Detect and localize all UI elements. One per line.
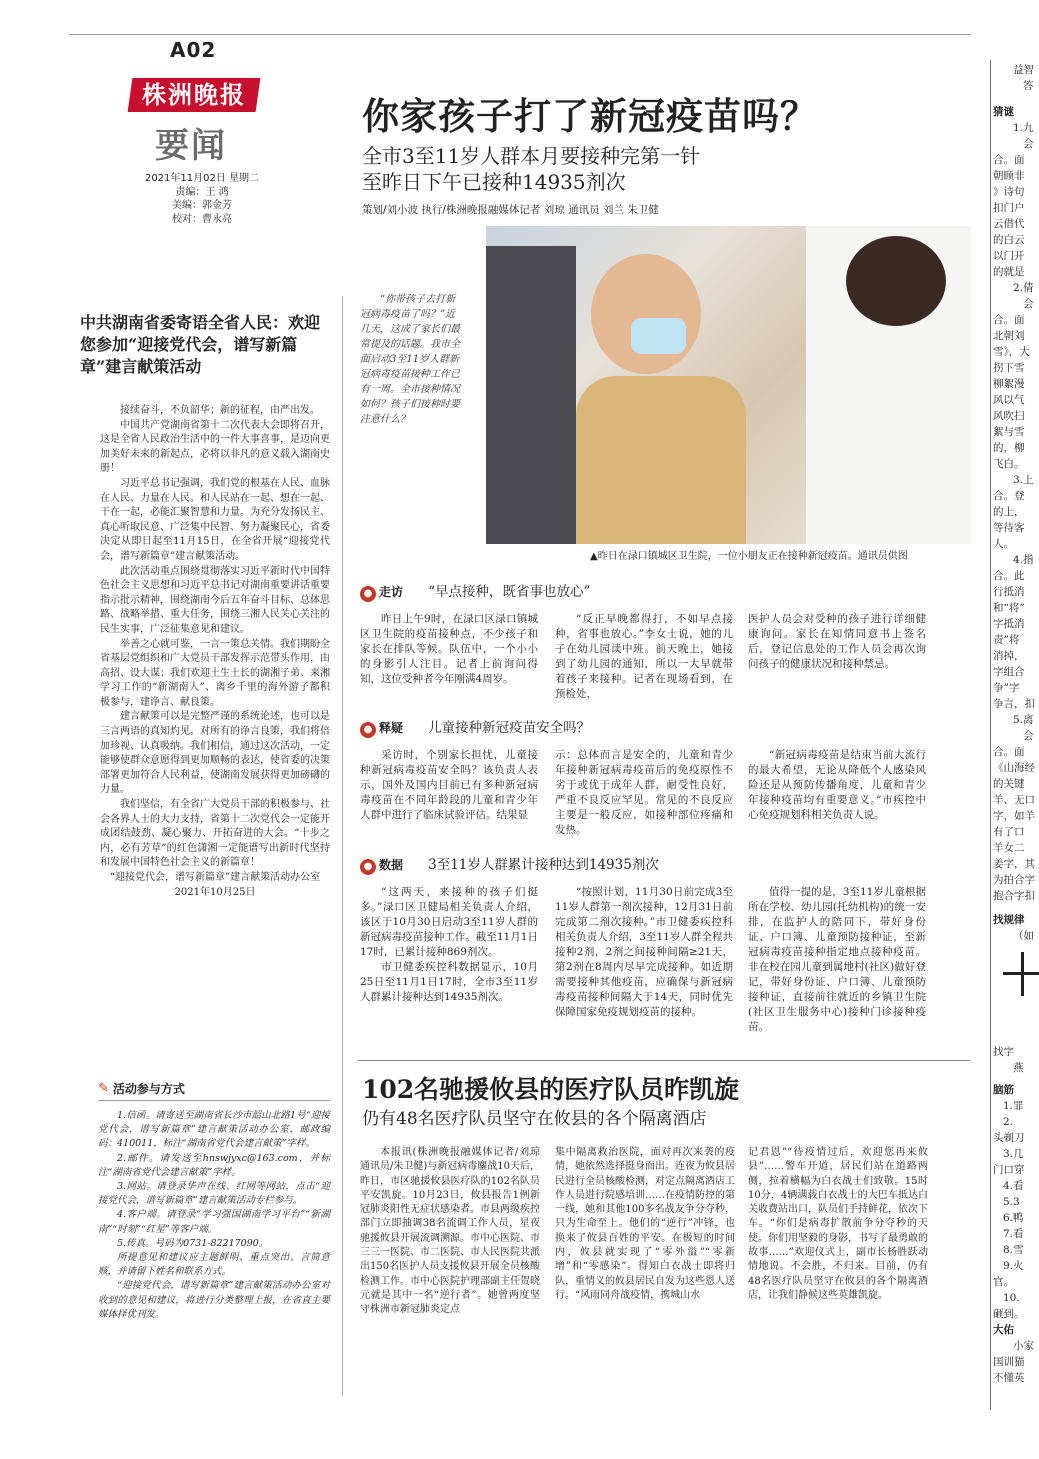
edge-line: 不懂英 bbox=[993, 1372, 1025, 1384]
box-item-3: 3.网站。请登录华声在线、红网等网站，点击“迎接党代会，谱写新篇章”建言献策活动专栏参与。 bbox=[98, 1181, 330, 1207]
right-edge-frame bbox=[990, 60, 991, 1410]
edge-line: 5.离 bbox=[1013, 714, 1034, 726]
news-photo bbox=[486, 226, 971, 544]
edge-line: 会 bbox=[1023, 730, 1034, 742]
edge-line: 羊、无口 bbox=[993, 794, 1035, 806]
edge-line: 拐下雪 bbox=[993, 362, 1025, 374]
right-edge-column bbox=[993, 62, 1039, 1386]
edge-line: 小家 bbox=[1013, 1340, 1034, 1352]
edge-line: 5.3 bbox=[1003, 1196, 1020, 1208]
edge-line: 7.看 bbox=[1003, 1228, 1024, 1240]
box-title: 活动参与方式 bbox=[112, 1082, 185, 1096]
box-item-1: 1.信函。请寄送至湖南省长沙市韶山北路1号“迎接党代会，谱写新篇章”建言献策活动办公室，邮政编码：410011，标注“湖南省党代会建言献策”字样。 bbox=[98, 1110, 330, 1150]
edge-line: 》诗句 bbox=[993, 186, 1025, 198]
edge-line: 6.鸭 bbox=[1003, 1212, 1024, 1224]
photo-parent bbox=[486, 246, 576, 544]
visit-text-3: 医护人员会对受种的孩子进行详细健康询问。家长在知情同意书上签名后，登记信息处的工作人员会再次询问孩子的健康状况和接种禁忌。 bbox=[748, 613, 926, 670]
data-tag-icon: ● bbox=[360, 859, 376, 875]
edition-date: 2021年11月02日 星期二 bbox=[144, 173, 260, 184]
left-headline: 中共湖南省委寄语全省人民：欢迎您参加“迎接党代会，谱写新篇章”建言献策活动 bbox=[80, 313, 321, 376]
faq-text-3: “新冠病毒疫苗是结束当前大流行的最大希望，无论从降低个人感染风险还是从预防传播角度，儿童和青少年接种疫苗均有重要意义。”市疾控中心免疫规划科相关负责人说。 bbox=[748, 749, 926, 821]
editor: 责编：王 鸿 bbox=[175, 186, 229, 198]
visit-text-2: “反正早晚都得打，不如早点接种，省事也放心。”李女士说，她的儿子在幼儿园读中班。前天晚上，她接到了幼儿园的通知，所以一大早就带着孩子来接种。记者在现场看到，在预检处， bbox=[555, 613, 733, 700]
left-para-1: 接续奋斗，不负韶华；新的征程，由严出发。 bbox=[120, 405, 320, 416]
box-item-2: 2.邮件。请发送至hnswjyxc@163.com，并标注“湖南省党代会建言献策”字样。 bbox=[98, 1152, 330, 1178]
visit-tag: 走访 bbox=[379, 585, 404, 599]
edge-line: 8.雪 bbox=[1003, 1244, 1024, 1256]
edge-line: 消掉， bbox=[993, 650, 1025, 662]
left-para-3: 习近平总书记强调，我们党的根基在人民、血脉在人民、力量在人民。和人民站在一起、想在一起、干在一起，必能汇聚智慧和力量。为充分发扬民主、真心听取民意、广泛集中民智、努力凝聚民心，省委决定从即日起至11月15日，在全省开展“迎接党代会，谱写新篇章”建言献策活动。 bbox=[100, 477, 330, 562]
edge-line: 9.火 bbox=[1003, 1260, 1024, 1272]
data-col-3 bbox=[748, 885, 926, 1035]
edge-line: 2.倩 bbox=[1013, 282, 1034, 294]
edge-line: 的关键 bbox=[993, 778, 1025, 790]
edge-line: （如 bbox=[1013, 930, 1034, 942]
masthead-logo bbox=[128, 78, 261, 112]
edge-line: 字抵消 bbox=[993, 618, 1025, 630]
data-text-1a: “这两天，来接种的孩子们挺多。”渌口区卫健局相关负责人介绍，该区于10月30日启动3至11岁人群的新冠病毒疫苗接种工作。截至11月1日17时，已累计接种869剂次。 bbox=[360, 886, 538, 958]
edge-line: 的白云 bbox=[993, 234, 1025, 246]
edge-line: 会 bbox=[1023, 138, 1034, 150]
edge-line: 的就是 bbox=[993, 266, 1025, 278]
left-para-7: 我们坚信，有全省广大党员干部的积极参与、社会各界人士的大力支持，省第十二次党代会一定能开成团结鼓劲、凝心聚力、开拓奋进的大会。“十步之内，必有芳草”的红色潇湘一定能谱写出新时代坚持和发展中国特色社会主义的新篇章！ bbox=[100, 799, 330, 869]
edge-line: 合。此 bbox=[993, 570, 1025, 582]
top-rule bbox=[70, 34, 970, 35]
photo-child-shirt bbox=[576, 376, 746, 544]
second-col-2 bbox=[555, 1146, 735, 1303]
edge-line: 合。面 bbox=[993, 746, 1025, 758]
main-byline: 策划/刘小波 执行/株洲晚报融媒体记者 刘琼 通讯员 刘兰 朱卫健 bbox=[362, 204, 659, 216]
main-lede: “你带孩子去打新冠病毒疫苗了吗？”近几天，这成了家长们最常提及的话题。我市全面启动3至11岁人群新冠病毒疫苗接种工作已有一周。全市接种情况如何？孩子们接种时要注意什么？ bbox=[360, 294, 460, 425]
box-item-6: 所提意见和建议应主题鲜明、重点突出、言简意赅，并请留下姓名和联系方式。 bbox=[98, 1252, 330, 1278]
main-subhead-2: 至昨日下午已接种14935剂次 bbox=[362, 170, 626, 194]
second-story-rule bbox=[358, 1060, 970, 1061]
box-header bbox=[98, 1080, 330, 1101]
faq-tag: 释疑 bbox=[379, 721, 404, 735]
left-body bbox=[100, 404, 330, 900]
box-item-4: 4.客户端。请登录“学习强国湖南学习平台”“新湖南”“时刻”“红星”等客户端。 bbox=[98, 1209, 330, 1235]
edge-line: 合。登 bbox=[993, 490, 1025, 502]
edge-line: 北朝刘 bbox=[993, 330, 1025, 342]
edge-line: 柳絮漫 bbox=[993, 378, 1025, 390]
box-item-7: “迎接党代会，谱写新篇章”建言献策活动办公室对收到的意见和建议，将进行分类整理上报，在省直主要媒体择优刊发。 bbox=[98, 1280, 330, 1320]
edge-line: 会 bbox=[1023, 298, 1034, 310]
edge-line: 有了口 bbox=[993, 826, 1025, 838]
main-headline: 你家孩子打了新冠疫苗吗？ bbox=[362, 94, 818, 138]
faq-col-3 bbox=[748, 748, 926, 823]
edge-line: 和“将” bbox=[993, 602, 1025, 614]
second-headline: 102名驰援攸县的医疗队员昨凯旋 bbox=[362, 1075, 740, 1104]
main-subhead-1: 全市3至11岁人群本月要接种完第一针 bbox=[362, 144, 701, 168]
edge-line: 朝顾非 bbox=[993, 170, 1025, 182]
section-name: 要闻 bbox=[155, 126, 227, 166]
edge-line: 责”将 bbox=[993, 634, 1020, 646]
designer: 美编：郭金芳 bbox=[172, 200, 232, 211]
participation-box bbox=[98, 1080, 330, 1400]
edge-line: 絮与雪 bbox=[993, 426, 1025, 438]
edge-line: 风以气 bbox=[993, 394, 1025, 406]
photo-nurse-hair bbox=[846, 236, 946, 326]
edge-line: 找字 bbox=[993, 1046, 1014, 1058]
edge-line: 为拍合字 bbox=[993, 874, 1035, 886]
edition-meta bbox=[132, 172, 272, 226]
edge-line: 合。面 bbox=[993, 154, 1025, 166]
data-title: 3至11岁人群累计接种达到14935剂次 bbox=[428, 857, 659, 873]
data-col-2 bbox=[555, 885, 733, 1020]
edge-line: 以门开 bbox=[993, 250, 1025, 262]
edge-line: 云借代 bbox=[993, 218, 1025, 230]
second-text-2: 集中隔离救治医院，面对再次来袭的疫情，她依然选择挺身而出。连夜为攸县居民进行全员核酸检测，对定点隔离酒店工作人员进行院感培训……在疫情防控的第一线，她和其他100多名战友争分夺秒，只为生命至上。他们的“逆行”冲锋，也换来了攸县百姓的平安。在极短的时间内，攸县就实现了“零外溢”“零新增”和“零感染”。得知白衣战士即将归队，重情义的攸县居民自发为这些恩人送行。“风雨同舟战疫情，携城山水 bbox=[555, 1147, 735, 1301]
data-text-3: 值得一提的是，3至11岁儿童根据所在学校、幼儿园(托幼机构)的统一安排，在监护人的陪同下，带好身份证、户口簿、儿童预防接种证，至新冠病毒疫苗接种指定地点接种疫苗。非在校在园儿童到属地村(社区)做好登记，带好身份证、户口簿、儿童预防接种证，直接前往就近的乡镇卫生院(社区卫生服务中心)接种门诊接种疫苗。 bbox=[748, 886, 926, 1033]
edge-line: 4.指 bbox=[1013, 554, 1034, 566]
edge-line: 争”字 bbox=[993, 682, 1020, 694]
edge-line: 燕 bbox=[1013, 1062, 1024, 1074]
data-text-1b: 市卫健委疾控科数据显示，10月25日至11月1日17时，全市3至11岁人群累计接种达到14935剂次。 bbox=[360, 961, 538, 1003]
photo-child-mask bbox=[631, 318, 686, 354]
edge-line: 头剃刀 bbox=[993, 1132, 1025, 1144]
edge-line: 飞白。 bbox=[993, 458, 1025, 470]
section-faq bbox=[360, 716, 590, 738]
section-data bbox=[360, 853, 659, 875]
edge-line: 羊女二 bbox=[993, 842, 1025, 854]
faq-col-2 bbox=[555, 748, 733, 838]
pen-icon: ✎ bbox=[98, 1081, 109, 1096]
section-visit bbox=[360, 580, 590, 602]
edge-line: 字组合 bbox=[993, 666, 1025, 678]
edge-line: 人。 bbox=[993, 538, 1014, 550]
logo-text: 株洲晚报 bbox=[142, 80, 246, 109]
edge-line: 1.罪 bbox=[1003, 1100, 1024, 1112]
edge-line: 3.几 bbox=[1003, 1148, 1024, 1160]
left-para-2: 中国共产党湖南省第十二次代表大会即将召开，这是全省人民政治生活中的一件大事喜事，是迈向更加美好未来的新起点，必将以非凡的意义载入湖南史册！ bbox=[100, 419, 330, 475]
edge-line: 行抵消 bbox=[993, 586, 1025, 598]
edge-line: 3.上 bbox=[1013, 474, 1034, 486]
edge-line: 脑筋 bbox=[993, 1084, 1014, 1096]
second-col-1 bbox=[360, 1146, 540, 1318]
left-divider bbox=[342, 296, 343, 1396]
data-text-2: “按照计划，11月30日前完成3至11岁人群第一剂次接种，12月31日前完成第二剂次接种。”市卫健委疾控科相关负责人介绍，3至11岁人群全程共接种2剂，2剂之间接种间隔≥21天，第2剂在8周内尽早完成接种。如近期需要接种其他疫苗，应确保与新冠病毒疫苗接种间隔大于14天，同时优先保障国家免疫规划疫苗的接种。 bbox=[555, 886, 733, 1018]
left-sign-1: “迎接党代会，谱写新篇章”建言献策活动办公室 bbox=[109, 872, 321, 883]
visit-col-2 bbox=[555, 612, 733, 702]
edge-line: 2. bbox=[1003, 1116, 1014, 1128]
left-sign-2: 2021年10月25日 bbox=[174, 886, 256, 898]
edge-line: 的，柳 bbox=[993, 442, 1025, 454]
faq-title: 儿童接种新冠疫苗安全吗？ bbox=[428, 720, 591, 736]
second-subhead: 仍有48名医疗队员坚守在攸县的各个隔离酒店 bbox=[362, 1109, 707, 1129]
edge-line: 1.九 bbox=[1013, 122, 1034, 134]
edge-line: 姜字，其 bbox=[993, 858, 1035, 870]
edge-line: 雪》，大 bbox=[993, 346, 1030, 358]
edge-line: 砸到。 bbox=[993, 1308, 1025, 1320]
page-number: A02 bbox=[170, 38, 217, 62]
edge-line: 抱合字扣 bbox=[993, 890, 1035, 902]
edge-line: 字，如羊 bbox=[993, 810, 1035, 822]
proofreader: 校对：曹永亮 bbox=[172, 213, 232, 225]
edge-line: 的上， bbox=[993, 506, 1025, 518]
second-text-1: 本报讯(株洲晚报融媒体记者/刘琼 通讯员/朱卫健)与新冠病毒鏖战10天后，昨日，市区驰援攸县医疗队的102名队员平安凯旋。10月23日，攸县报告1例新冠肺炎阳性无症状感染者。市县两级疾控部门立即抽调38名流调工作人员，星夜驰援攸县开展流调溯源。市中心医院、市三三一医院、市二医院、市人民医院共派出150名医护人员支援攸县开展全员核酸检测工作。市中心医院护理部副主任贺晓元就是其中一名“逆行者”。她曾两度坚守株洲市新冠肺炎定点 bbox=[360, 1147, 540, 1316]
faq-text-2: 示：总体而言是安全的，儿童和青少年接种新冠病毒疫苗后的免疫原性不劣于或优于成年人群，耐受性良好，严重不良反应罕见。常见的不良反应主要是一般反应，如接种部位疼痛和发热。 bbox=[555, 749, 733, 836]
edge-line: 风吹扫 bbox=[993, 410, 1025, 422]
edge-line: 门口穿 bbox=[993, 1164, 1025, 1176]
edge-line: 10. bbox=[1003, 1292, 1020, 1304]
visit-tag-icon: ● bbox=[360, 586, 376, 602]
visit-col-3 bbox=[748, 612, 926, 672]
second-text-3: 记君恩”“待疫情过后，欢迎您再来攸县”……警车开道，居民们站在道路两侧，拉着横幅为白衣战士们致敬。15时10分，4辆满载白衣战士的大巴车抵达白关收费站出口，队员们手持鲜花，依次下车。“你们是病毒扩散前争分夺秒的天使。你们用坚毅的身影，书写了最勇敢的故事……”欢迎仪式上，副市长杨胜跃动情地说。不会胜，不归来。目前，仍有48名医疗队员坚守在攸县的各个隔离酒店，让我们静候这些英雄凯旋。 bbox=[748, 1147, 928, 1301]
faq-col-1 bbox=[360, 748, 538, 823]
edge-line: 找规律 bbox=[993, 914, 1025, 926]
faq-text-1: 采访时，个别家长担忧，儿童接种新冠病毒疫苗安全吗？该负责人表示，国外及国内目前已有多种新冠病毒疫苗在不同年龄段的儿童和青少年人群中进行了临床试验评估。结果显 bbox=[360, 749, 538, 821]
left-para-4: 此次活动重点围绕贯彻落实习近平新时代中国特色社会主义思想和习近平总书记对湖南重要讲话重要指示批示精神，围绕湖南今后五年奋斗目标、总体思路、战略举措、重大任务，围绕三湘人民关心关注的民生实事，广泛征集意见和建议。 bbox=[100, 565, 330, 635]
photo-caption: ▲昨日在渌口镇城区卫生院，一位小朋友正在接种新冠疫苗。通讯员供图 bbox=[590, 551, 908, 562]
edge-puzzle-graphic bbox=[993, 944, 1039, 1004]
edge-line: 官。 bbox=[993, 1276, 1014, 1288]
edge-line: 大佑 bbox=[993, 1324, 1014, 1336]
edge-line: 合。面 bbox=[993, 314, 1025, 326]
data-col-1 bbox=[360, 885, 538, 1005]
left-para-6: 建言献策可以是完整严谨的系统论述，也可以是三言两语的真知灼见。对所有的诤言良策，我们将倍加珍视、认真吸纳。我们相信，通过这次活动，一定能够使群众意愿得到更加顺畅的表达，使省委的决策部署更加符合人民利益，使湖南发展获得更加磅礴的力量。 bbox=[100, 711, 330, 796]
faq-tag-icon: ● bbox=[360, 722, 376, 738]
data-tag: 数据 bbox=[379, 858, 404, 872]
edge-line: 益智 bbox=[1013, 64, 1034, 76]
edge-line: 猜谜 bbox=[993, 106, 1014, 118]
visit-text-1: 昨日上午9时，在渌口区渌口镇城区卫生院的疫苗接种点，不少孩子和家长在排队等候。队伍中，一个小小的身影引人注目。记者上前询问得知，这位受种者今年刚满4周岁。 bbox=[360, 613, 538, 685]
visit-title: “早点接种，既省事也放心” bbox=[428, 584, 591, 600]
edge-line: 争言，扣 bbox=[993, 698, 1035, 710]
edge-line: 《山海经 bbox=[993, 762, 1035, 774]
edge-line: 扣门户 bbox=[993, 202, 1025, 214]
left-para-5: 举善之心就可鉴，一言一策总关情。我们期盼全省基层党组织和广大党员干部发挥示范带头作用，由高招、设大谋；我们欢迎土生土长的湖湘子弟、来湘学习工作的“新湖南人”、离乡千里的海外游子都积极参与，建诤言、献良策。 bbox=[100, 638, 330, 708]
edge-line: 国训猫 bbox=[993, 1356, 1025, 1368]
edge-line: 答 bbox=[1023, 80, 1034, 92]
second-col-3 bbox=[748, 1146, 928, 1303]
box-item-5: 5.传真。号码为0731-82217090。 bbox=[117, 1237, 269, 1249]
visit-col-1 bbox=[360, 612, 538, 687]
photo-child bbox=[591, 254, 701, 374]
edge-line: 等待客 bbox=[993, 522, 1025, 534]
edge-line: 4.看 bbox=[1003, 1180, 1024, 1192]
box-items bbox=[98, 1109, 330, 1322]
